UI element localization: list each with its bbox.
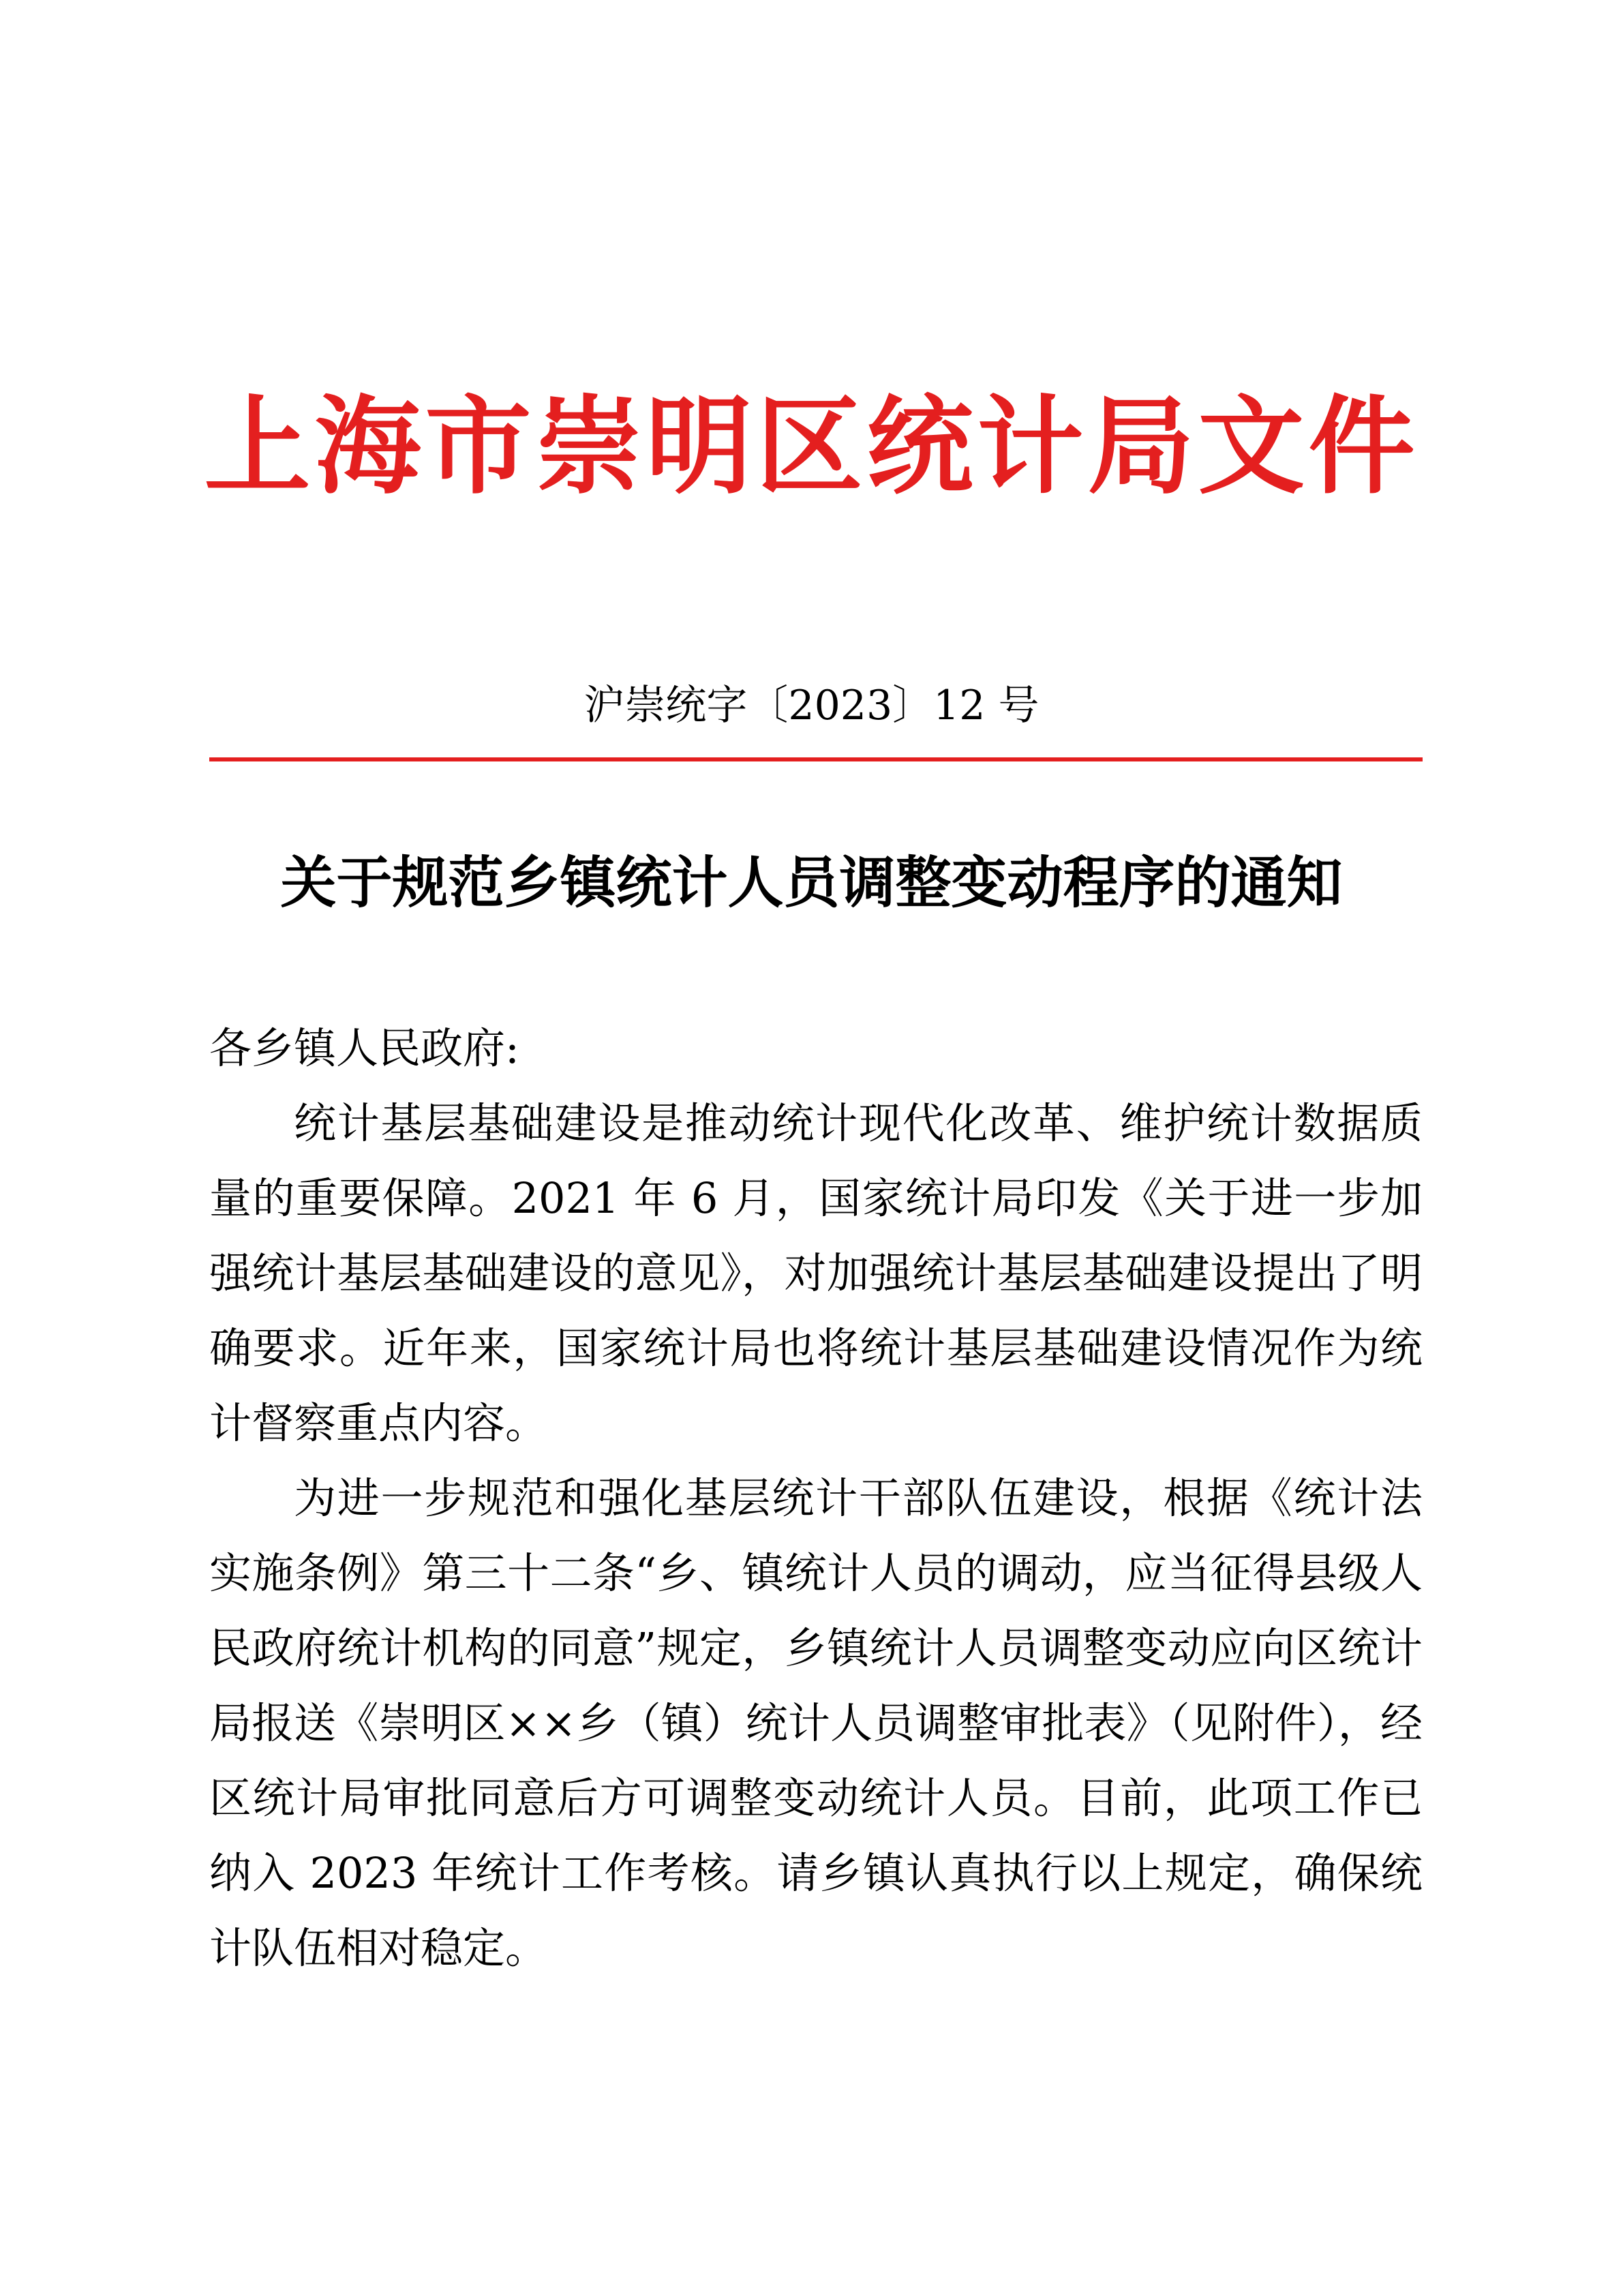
document-number: 沪崇统字〔2023〕12 号 (583, 682, 1040, 729)
salutation: 各乡镇人民政府: (209, 1023, 519, 1073)
document-body (209, 1086, 1423, 1986)
red-divider (209, 757, 1423, 761)
body-paragraph-2: 为进一步规范和强化基层统计干部队伍建设，根据《统计法实施条例》第三十二条“乡、镇统计人员的调动，应当征得县级人民政府统计机构的同意”规定，乡镇统计人员调整变动应向区统计局报送《崇明区××乡（镇）统计人员调整审批表》（见附件），经区统计局审批同意后方可调整变动统计人员。目前，此项工作已纳入 2023 年统计工作考核。请乡镇认真执行以上规定，确保统计队伍相对稳定。 (209, 1473, 1423, 1973)
document-title: 关于规范乡镇统计人员调整变动程序的通知 (280, 850, 1343, 916)
document-header: 上海市崇明区统计局文件 (204, 384, 1419, 509)
body-paragraph-1: 统计基层基础建设是推动统计现代化改革、维护统计数据质量的重要保障。2021 年 6 月，国家统计局印发《关于进一步加强统计基层基础建设的意见》，对加强统计基层基础建设提出了明确要求。近年来，国家统计局也将统计基层基础建设情况作为统计督察重点内容。 (209, 1098, 1423, 1448)
